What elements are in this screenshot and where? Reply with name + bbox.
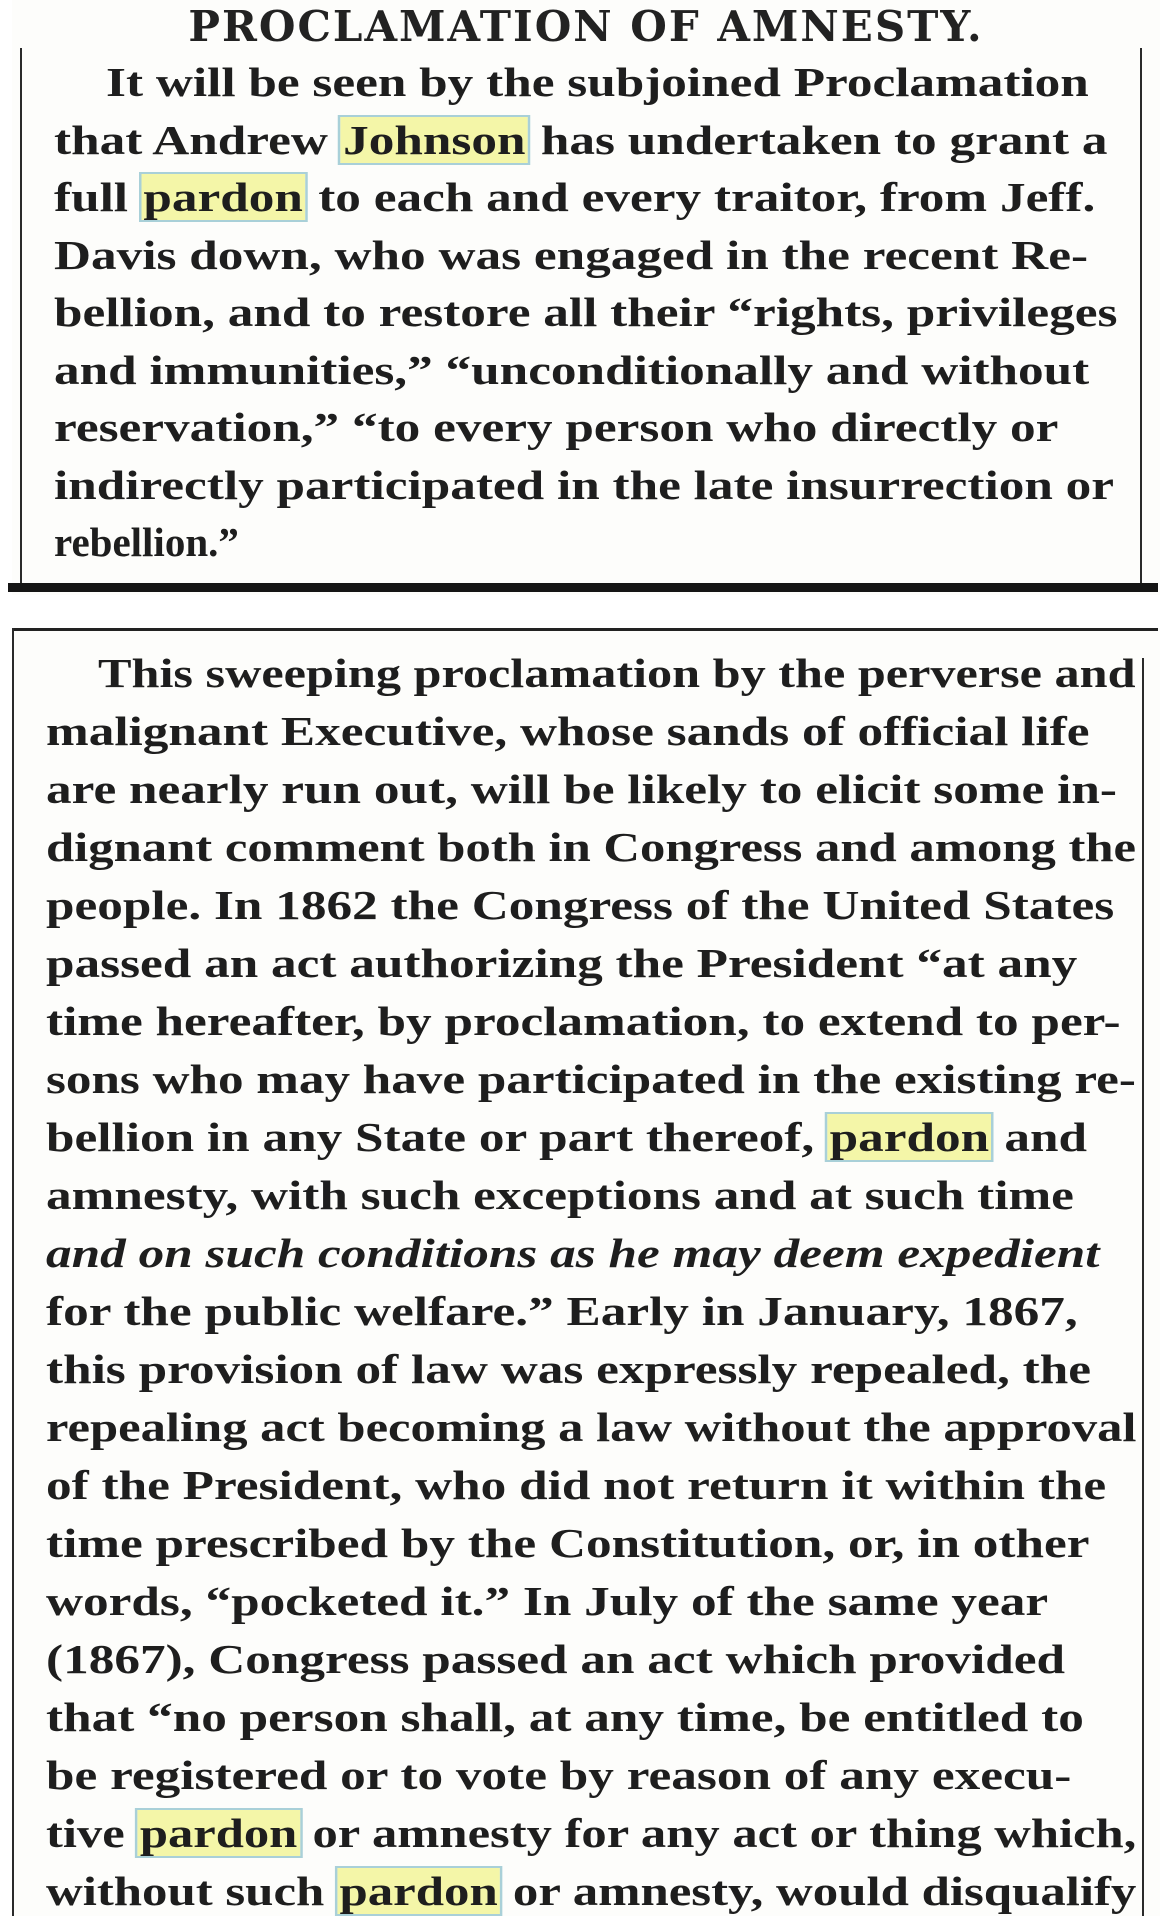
text-line <box>54 289 1118 335</box>
text-segment: full <box>54 174 141 220</box>
text-line <box>46 1346 1091 1392</box>
text-segment: It will be seen by the subjoined Proclamation <box>106 59 1089 105</box>
text-segment: (1867), Congress passed an act which provided <box>46 1636 1065 1682</box>
text-line <box>46 824 1137 870</box>
text-line <box>46 1114 1088 1160</box>
text-line <box>46 1404 1137 1450</box>
column-rule-left <box>20 48 22 588</box>
headline: PROCLAMATION OF AMNESTY. <box>188 2 984 51</box>
text-line <box>46 1462 1107 1508</box>
text-line <box>54 519 239 565</box>
text-segment: bellion, and to restore all their “rights, privileges <box>54 289 1118 335</box>
text-segment: passed an act authorizing the President “at any <box>46 940 1078 986</box>
text-segment: has undertaken to grant a <box>528 116 1108 163</box>
text-segment: and immunities,” “unconditionally and without <box>54 346 1090 393</box>
text-line <box>54 461 1115 508</box>
text-segment: repealing act becoming a law without the approval <box>46 1404 1137 1450</box>
highlighted-term: pardon <box>337 1868 500 1914</box>
text-segment: indirectly participated in the late insurrection or <box>54 461 1115 508</box>
text-segment: words, “pocketed it.” In July of the same year <box>46 1578 1049 1624</box>
text-line <box>46 1810 1137 1856</box>
text-segment: tive <box>46 1810 138 1856</box>
text-line <box>46 998 1121 1044</box>
text-segment: for the public welfare.” Early in January, 1867, <box>46 1288 1078 1334</box>
text-line <box>54 346 1090 393</box>
text-segment: bellion in any State or part thereof, <box>46 1114 828 1160</box>
text-line <box>46 1288 1078 1334</box>
text-segment: of the President, who did not return it within the <box>46 1462 1107 1508</box>
text-segment: people. In 1862 the Congress of the United States <box>46 882 1115 928</box>
text-segment: amnesty, with such exceptions and at such time <box>46 1172 1074 1218</box>
text-line <box>46 708 1090 754</box>
column-rule-right <box>1140 48 1142 588</box>
section-divider <box>8 583 1158 592</box>
text-segment: that Andrew <box>54 116 341 163</box>
column-rule-right <box>1142 658 1144 1916</box>
text-line <box>54 231 1089 278</box>
highlighted-term: pardon <box>137 1810 299 1856</box>
top-border-rule <box>12 628 1158 631</box>
text-segment: are nearly run out, will be likely to elicit some in- <box>46 766 1117 812</box>
highlighted-term: pardon <box>141 174 306 220</box>
text-segment: reservation,” “to every person who directly or <box>54 404 1059 450</box>
text-segment: or amnesty, would disqualify <box>500 1868 1137 1914</box>
text-segment: to each and every traitor, from Jeff. <box>305 174 1096 220</box>
text-line <box>46 1520 1090 1566</box>
text-segment: be registered or to vote by reason of any execu- <box>46 1752 1072 1798</box>
text-line <box>46 1578 1049 1624</box>
text-line <box>46 1752 1072 1798</box>
text-segment: rebellion.” <box>54 519 239 565</box>
text-segment: or amnesty for any act or thing which, <box>299 1810 1137 1856</box>
text-line <box>46 766 1117 812</box>
text-segment: time prescribed by the Constitution, or, in other <box>46 1520 1090 1566</box>
text-line <box>46 1056 1136 1102</box>
text-segment: and on such conditions as he may deem expedient <box>46 1230 1100 1276</box>
text-segment: sons who may have participated in the existing re- <box>46 1056 1136 1102</box>
highlighted-term: Johnson <box>341 117 528 163</box>
text-line <box>54 404 1059 450</box>
text-line <box>54 116 1108 163</box>
highlighted-term: pardon <box>827 1114 992 1160</box>
text-line <box>46 1694 1084 1740</box>
text-line <box>46 882 1115 928</box>
text-line <box>54 174 1096 220</box>
text-segment: malignant Executive, whose sands of official life <box>46 708 1090 754</box>
text-segment: Davis down, who was engaged in the recent Re- <box>54 231 1089 278</box>
text-segment: dignant comment both in Congress and among the <box>46 824 1137 870</box>
column-rule-left <box>12 628 14 1916</box>
text-line <box>98 650 1136 696</box>
text-line <box>46 940 1078 986</box>
text-segment: this provision of law was expressly repealed, the <box>46 1346 1091 1392</box>
top-clipping <box>12 0 1160 595</box>
text-segment: time hereafter, by proclamation, to extend to per- <box>46 998 1121 1044</box>
text-segment: without such <box>46 1868 338 1914</box>
text-line <box>106 59 1089 105</box>
text-line <box>46 1636 1065 1682</box>
text-segment: and <box>991 1114 1088 1160</box>
bottom-clipping <box>12 628 1160 1916</box>
text-segment: This sweeping proclamation by the perverse and <box>98 650 1136 696</box>
text-line <box>46 1868 1137 1914</box>
text-segment: that “no person shall, at any time, be entitled to <box>46 1694 1084 1740</box>
text-line <box>46 1230 1100 1276</box>
text-line <box>46 1172 1074 1218</box>
